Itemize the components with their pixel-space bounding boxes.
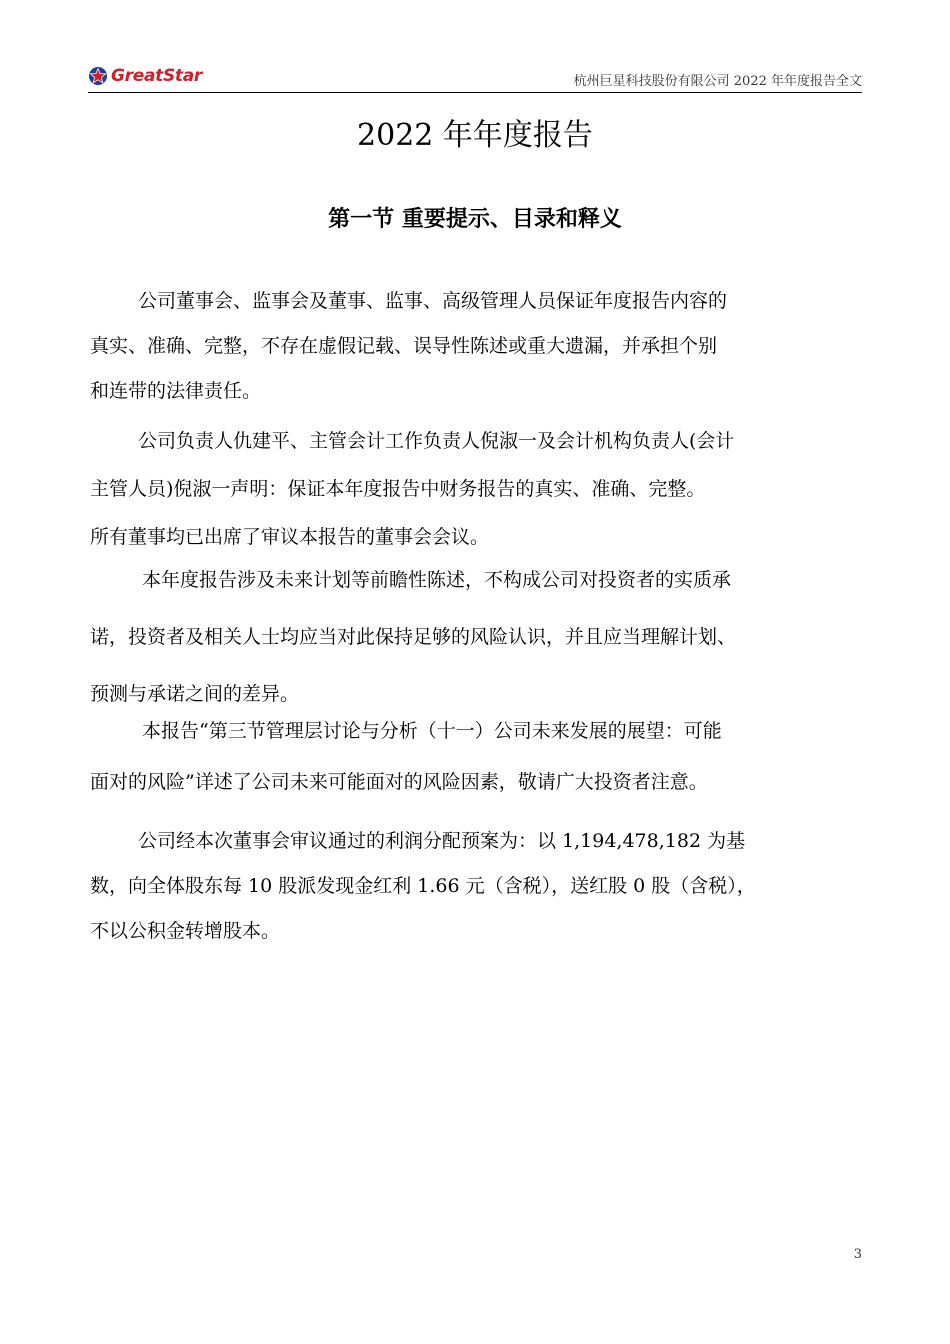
paragraph-line: 所有董事均已出席了审议本报告的董事会会议。: [90, 526, 490, 548]
paragraph-line: 预测与承诺之间的差异。: [90, 683, 300, 705]
paragraph-line: 本年度报告涉及未来计划等前瞻性陈述，不构成公司对投资者的实质承: [142, 569, 732, 591]
paragraph-line: 数，向全体股东每 10 股派发现金红利 1.66 元（含税），送红股 0 股（含税），: [90, 875, 756, 897]
page-number: 3: [853, 1247, 862, 1262]
document-title: 2022 年年度报告: [357, 118, 593, 153]
paragraph-line: 不以公积金转增股本。: [90, 920, 281, 942]
paragraph-board-guarantee: [90, 279, 865, 414]
paragraph-profit-distribution: [90, 819, 865, 954]
company-logo: [88, 65, 202, 87]
paragraph-forward-looking: [90, 552, 865, 723]
paragraph-line: 诺，投资者及相关人士均应当对此保持足够的风险认识，并且应当理解计划、: [90, 626, 737, 648]
paragraph-line: 真实、准确、完整，不存在虚假记载、误导性陈述或重大遗漏，并承担个别: [90, 335, 718, 357]
section-title: 第一节 重要提示、目录和释义: [328, 206, 622, 232]
paragraph-responsible-statement: [90, 417, 865, 561]
paragraph-line: 面对的风险”详述了公司未来可能面对的风险因素，敬请广大投资者注意。: [90, 771, 708, 793]
page-header: [88, 62, 862, 93]
paragraph-line: 主管人员)倪淑一声明：保证本年度报告中财务报告的真实、准确、完整。: [90, 478, 706, 500]
star-logo-icon: [88, 66, 108, 86]
header-title: 杭州巨星科技股份有限公司 2022 年年度报告全文: [573, 74, 862, 89]
paragraph-line: 公司董事会、监事会及董事、监事、高级管理人员保证年度报告内容的: [138, 290, 728, 312]
paragraph-line: 本报告“第三节管理层讨论与分析（十一）公司未来发展的展望：可能: [142, 720, 722, 742]
paragraph-line: 公司负责人仇建平、主管会计工作负责人倪淑一及会计机构负责人(会计: [138, 430, 735, 452]
paragraph-line: 公司经本次董事会审议通过的利润分配预案为：以 1,194,478,182 为基: [138, 830, 746, 852]
logo-text: GreatStar: [111, 66, 202, 86]
paragraph-risk-notice: [90, 706, 865, 808]
paragraph-line: 和连带的法律责任。: [90, 380, 262, 402]
